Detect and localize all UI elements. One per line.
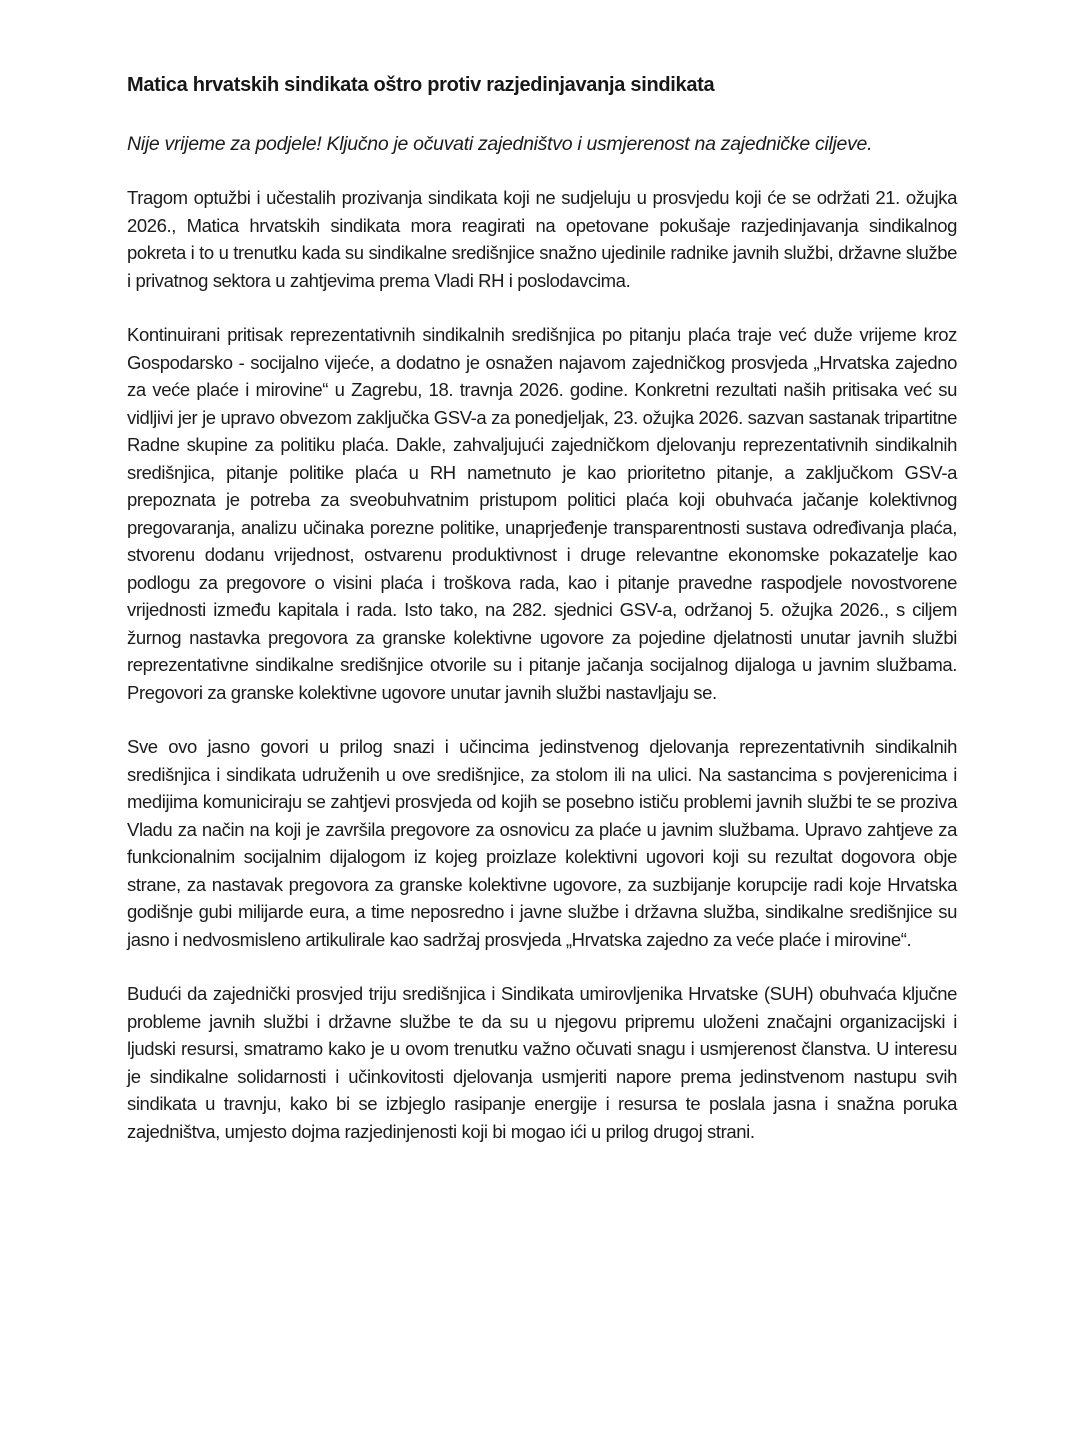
paragraph-1: Tragom optužbi i učestalih prozivanja sindikata koji ne sudjeluju u prosvjedu koji će se održati 21. ožujka 2026., Matica hrvatskih sindikata mora reagirati na opetovane pokušaje razjedinjavanja sindikalnog pokreta i to u trenutku kada su sindikalne središnjice snažno ujedinile radnike javnih službi, državne službe i privatnog sektora u zahtjevima prema Vladi RH i poslodavcima. [127, 187, 957, 291]
document-subtitle: Nije vrijeme za podjele! Ključno je očuvati zajedništvo i usmjerenost na zajedničke ciljeve. [127, 133, 873, 155]
document-title: Matica hrvatskih sindikata oštro protiv razjedinjavanja sindikata [127, 74, 715, 96]
paragraph-3: Sve ovo jasno govori u prilog snazi i učincima jedinstvenog djelovanja reprezentativnih sindikalnih središnjica i sindikata udruženih u ove središnjice, za stolom ili na ulici. Na sastancima s povjerenicima i medijima komuniciraju se zahtjevi prosvjeda od kojih se posebno ističu problemi javnih službi te se proziva Vladu za način na koji je završila pregovore za osnovicu za plaće u javnim službama. Upravo zahtjeve za funkcionalnim socijalnim dijalogom iz kojeg proizlaze kolektivni ugovori koji su rezultat dogovora obje strane, za nastavak pregovora za granske kolektivne ugovore, za suzbijanje korupcije radi koje Hrvatska godišnje gubi milijarde eura, a time neposredno i javne službe i državna služba, sindikalne središnjice su jasno i nedvosmisleno artikulirale kao sadržaj prosvjeda „Hrvatska zajedno za veće plaće i mirovine“. [127, 736, 957, 950]
paragraph-4: Budući da zajednički prosvjed triju središnjica i Sindikata umirovljenika Hrvatske (SUH) obuhvaća ključne probleme javnih službi i državne službe te da su u njegovu pripremu uloženi značajni organizacijski i ljudski resursi, smatramo kako je u ovom trenutku važno očuvati snagu i usmjerenost članstva. U interesu je sindikalne solidarnosti i učinkovitosti djelovanja usmjeriti napore prema jedinstvenom nastupu svih sindikata u travnju, kako bi se izbjeglo rasipanje energije i resursa te poslala jasna i snažna poruka zajedništva, umjesto dojma razjedinjenosti koji bi mogao ići u prilog drugoj strani. [127, 983, 957, 1142]
paragraph-2: Kontinuirani pritisak reprezentativnih sindikalnih središnjica po pitanju plaća traje već duže vrijeme kroz Gospodarsko - socijalno vijeće, a dodatno je osnažen najavom zajedničkog prosvjeda „Hrvatska zajedno za veće plaće i mirovine“ u Zagrebu, 18. travnja 2026. godine. Konkretni rezultati naših pritisaka već su vidljivi jer je upravo obvezom zaključka GSV-a za ponedjeljak, 23. ožujka 2026. sazvan sastanak tripartitne Radne skupine za politiku plaća. Dakle, zahvaljujući zajedničkom djelovanju reprezentativnih sindikalnih središnjica, pitanje politike plaća u RH nametnuto je kao prioritetno pitanje, a zaključkom GSV-a prepoznata je potreba za sveobuhvatnim pristupom politici plaća koji obuhvaća jačanje kolektivnog pregovaranja, analizu učinaka porezne politike, unaprjeđenje transparentnosti sustava određivanja plaća, stvorenu dodanu vrijednost, ostvarenu produktivnost i druge relevantne ekonomske pokazatelje kao podlogu za pregovore o visini plaća i troškova rada, kao i pitanje pravedne raspodjele novostvorene vrijednosti između kapitala i rada. Isto tako, na 282. sjednici GSV-a, održanoj 5. ožujka 2026., s ciljem žurnog nastavka pregovora za granske kolektivne ugovore za pojedine djelatnosti unutar javnih službi reprezentativne sindikalne središnjice otvorile su i pitanje jačanja socijalnog dijaloga u javnim službama. Pregovori za granske kolektivne ugovore unutar javnih službi nastavljaju se. [127, 324, 957, 703]
